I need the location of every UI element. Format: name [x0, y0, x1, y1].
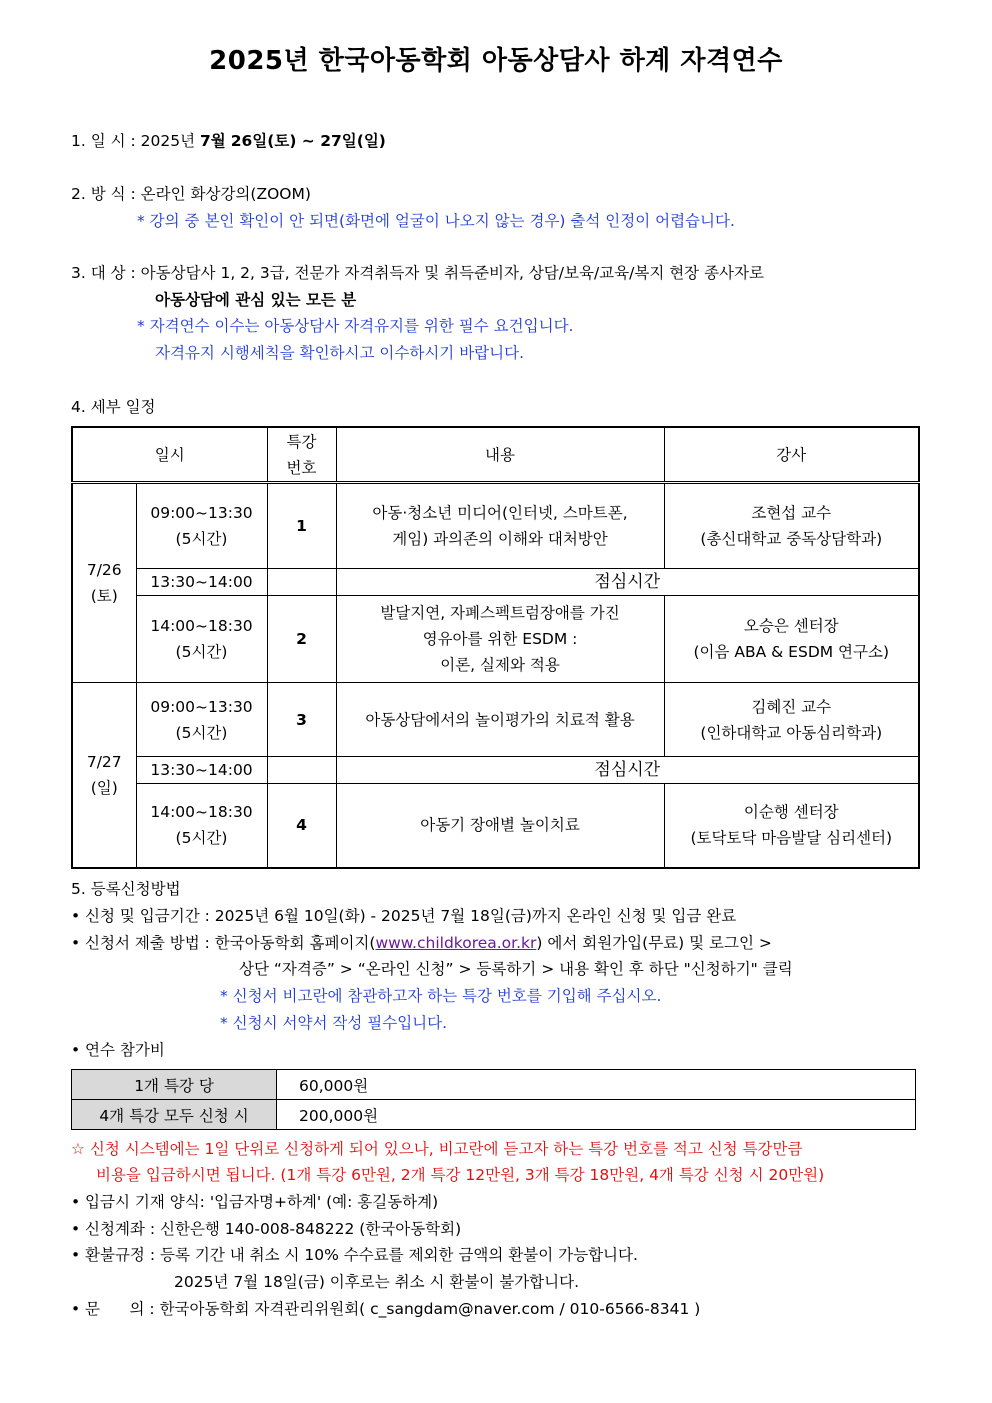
r3-lecturer — [664, 683, 919, 757]
target-note-1: * 자격연수 이수는 아동상담사 자격유지를 위한 필수 요건입니다. — [137, 317, 574, 335]
r1-lecturer — [664, 483, 919, 569]
schedule-table — [71, 426, 920, 869]
registration-period — [71, 905, 736, 927]
bullet-icon: • — [71, 907, 81, 925]
contact-text: 문 의 : 한국아동학회 자격관리위원회( c_sangdam@naver.com / 010-6566-8341 ) — [85, 1300, 701, 1318]
table-row — [72, 757, 919, 784]
table-row — [72, 483, 919, 569]
day1-date-line2: (토) — [90, 587, 118, 605]
r2-time — [136, 596, 267, 683]
lunch1-label: 점심시간 — [336, 569, 919, 596]
deposit-format — [71, 1191, 438, 1213]
day2-date — [72, 683, 136, 868]
day2-date-line2: (일) — [90, 778, 118, 797]
star-icon: ☆ — [71, 1140, 85, 1158]
table-row — [72, 1100, 916, 1130]
fee-key: 1개 특강 당 — [72, 1070, 277, 1100]
schedule-heading: 4. 세부 일정 — [71, 398, 156, 416]
r1-lecturer-1: 조현섭 교수 — [751, 504, 832, 522]
r3-time — [136, 683, 267, 757]
refund-policy — [71, 1244, 638, 1266]
date-prefix: 1. 일 시 : 2025년 — [71, 132, 201, 150]
registration-method — [71, 932, 772, 954]
page-title: 2025년 한국아동학회 아동상담사 하계 자격연수 — [209, 46, 783, 76]
header-lecturer: 강사 — [664, 427, 919, 483]
target-bold: 아동상담에 관심 있는 모든 분 — [155, 291, 357, 309]
method-line: 2. 방 식 : 온라인 화상강의(ZOOM) — [71, 185, 311, 203]
lunch2-number — [267, 757, 336, 784]
notice-line-1 — [71, 1138, 802, 1160]
r4-lecturer-1: 이순행 센터장 — [743, 803, 839, 822]
day1-date-line1: 7/26 — [86, 561, 122, 579]
date-separator: ~ — [296, 132, 321, 150]
r2-content-1: 발달지연, 자폐스펙트럼장애를 가진 — [380, 604, 620, 622]
table-row — [72, 569, 919, 596]
notice-line-2: 비용을 입금하시면 됩니다. (1개 특강 6만원, 2개 특강 12만원, 3개 특강 18만원, 4개 특강 신청 시 20만원) — [96, 1166, 825, 1184]
schedule-date-line — [71, 130, 386, 152]
homepage-link[interactable]: www.childkorea.or.kr — [375, 934, 537, 952]
r4-lecturer-2: (토닥토닥 마음발달 심리센터) — [690, 829, 893, 848]
r1-time — [136, 483, 267, 569]
registration-heading: 5. 등록신청방법 — [71, 880, 181, 898]
registration-note-2: * 신청시 서약서 작성 필수입니다. — [220, 1014, 448, 1032]
r3-number: 3 — [267, 683, 336, 757]
date-day2: 27일(일) — [320, 132, 386, 150]
r1-time-2: (5시간) — [175, 530, 228, 548]
r2-lecturer — [664, 596, 919, 683]
r1-content-2: 게임) 과의존의 이해와 대처방안 — [392, 530, 608, 548]
r3-lecturer-1: 김혜진 교수 — [751, 697, 832, 716]
bullet-icon: • — [71, 1300, 81, 1318]
refund-text-2: 2025년 7월 18일(금) 이후로는 취소 시 환불이 불가합니다. — [174, 1273, 580, 1291]
fee-heading — [71, 1039, 165, 1061]
method-note: * 강의 중 본인 확인이 안 되면(화면에 얼굴이 나오지 않는 경우) 출석 인정이 어렵습니다. — [137, 212, 735, 230]
r4-time — [136, 784, 267, 868]
refund-text-1: 환불규정 : 등록 기간 내 취소 시 10% 수수료를 제외한 금액의 환불이 가능합니다. — [85, 1246, 638, 1264]
r1-content — [336, 483, 664, 569]
bullet-icon: • — [71, 1193, 81, 1211]
day2-date-line1: 7/27 — [86, 752, 122, 771]
r4-time-1: 14:00~18:30 — [150, 803, 253, 822]
date-month: 7월 — [200, 132, 226, 150]
day1-date — [72, 483, 136, 683]
table-row — [72, 596, 919, 683]
fee-heading-text: 연수 참가비 — [85, 1041, 165, 1059]
fee-value: 200,000원 — [277, 1100, 916, 1130]
deposit-format-text: 입금시 기재 양식: '입금자명+하계' (예: 홍길동하계) — [85, 1193, 439, 1211]
method-prefix: 신청서 제출 방법 : 한국아동학회 홈페이지( — [85, 934, 376, 952]
r2-lecturer-2: (이음 ABA & ESDM 연구소) — [693, 643, 890, 661]
target-note-2: 자격유지 시행세칙을 확인하시고 이수하시기 바랍니다. — [155, 344, 525, 362]
r2-number: 2 — [267, 596, 336, 683]
header-content: 내용 — [336, 427, 664, 483]
contact — [71, 1298, 700, 1320]
bullet-icon: • — [71, 1246, 81, 1264]
r4-time-2: (5시간) — [175, 829, 228, 848]
fee-value: 60,000원 — [277, 1070, 916, 1100]
fee-key: 4개 특강 모두 신청 시 — [72, 1100, 277, 1130]
r3-content: 아동상담에서의 놀이평가의 치료적 활용 — [336, 683, 664, 757]
r1-time-1: 09:00~13:30 — [150, 504, 253, 522]
lunch1-time: 13:30~14:00 — [136, 569, 267, 596]
r3-time-2: (5시간) — [175, 723, 228, 742]
bullet-icon: • — [71, 934, 81, 952]
date-day1: 26일(토) — [230, 132, 297, 150]
r2-content — [336, 596, 664, 683]
table-row — [72, 1070, 916, 1100]
r1-content-1: 아동·청소년 미디어(인터넷, 스마트폰, — [372, 504, 628, 522]
account-text: 신청계좌 : 신한은행 140-008-848222 (한국아동학회) — [85, 1220, 462, 1238]
r1-number: 1 — [267, 483, 336, 569]
r2-time-2: (5시간) — [175, 643, 228, 661]
r2-content-2: 영유아를 위한 ESDM : — [422, 630, 578, 648]
lunch2-label: 점심시간 — [336, 757, 919, 784]
table-header-row — [72, 427, 919, 483]
r1-lecturer-2: (총신대학교 중독상담학과) — [700, 530, 883, 548]
method-steps: 상단 “자격증” > “온라인 신청” > 등록하기 > 내용 확인 후 하단 "신청하기" 클릭 — [239, 960, 793, 978]
r2-time-1: 14:00~18:30 — [150, 617, 253, 635]
header-date: 일시 — [72, 427, 267, 483]
registration-note-1: * 신청서 비고란에 참관하고자 하는 특강 번호를 기입해 주십시오. — [220, 987, 662, 1005]
method-suffix: ) 에서 회원가입(무료) 및 로그인 > — [536, 934, 772, 952]
target-line: 3. 대 상 : 아동상담사 1, 2, 3급, 전문가 자격취득자 및 취득준비자, 상담/보육/교육/복지 현장 종사자로 — [71, 264, 764, 282]
account — [71, 1218, 461, 1240]
r4-content: 아동기 장애별 놀이치료 — [336, 784, 664, 868]
fee-table — [71, 1069, 916, 1130]
header-number — [267, 427, 336, 483]
table-row — [72, 784, 919, 868]
r4-number: 4 — [267, 784, 336, 868]
r4-lecturer — [664, 784, 919, 868]
notice-text-1: 신청 시스템에는 1일 단위로 신청하게 되어 있으나, 비고란에 듣고자 하는 특강 번호를 적고 신청 특강만큼 — [89, 1140, 803, 1158]
table-row — [72, 683, 919, 757]
r3-time-1: 09:00~13:30 — [150, 697, 253, 716]
r3-lecturer-2: (인하대학교 아동심리학과) — [700, 723, 883, 742]
header-number-2: 번호 — [286, 458, 317, 477]
lunch1-number — [267, 569, 336, 596]
r2-content-3: 이론, 실제와 적용 — [440, 656, 560, 674]
bullet-icon: • — [71, 1041, 81, 1059]
header-number-1: 특강 — [286, 432, 317, 451]
r2-lecturer-1: 오승은 센터장 — [743, 617, 839, 635]
registration-period-text: 신청 및 입금기간 : 2025년 6월 10일(화) - 2025년 7월 18일(금)까지 온라인 신청 및 입금 완료 — [85, 907, 737, 925]
lunch2-time: 13:30~14:00 — [136, 757, 267, 784]
bullet-icon: • — [71, 1220, 81, 1238]
